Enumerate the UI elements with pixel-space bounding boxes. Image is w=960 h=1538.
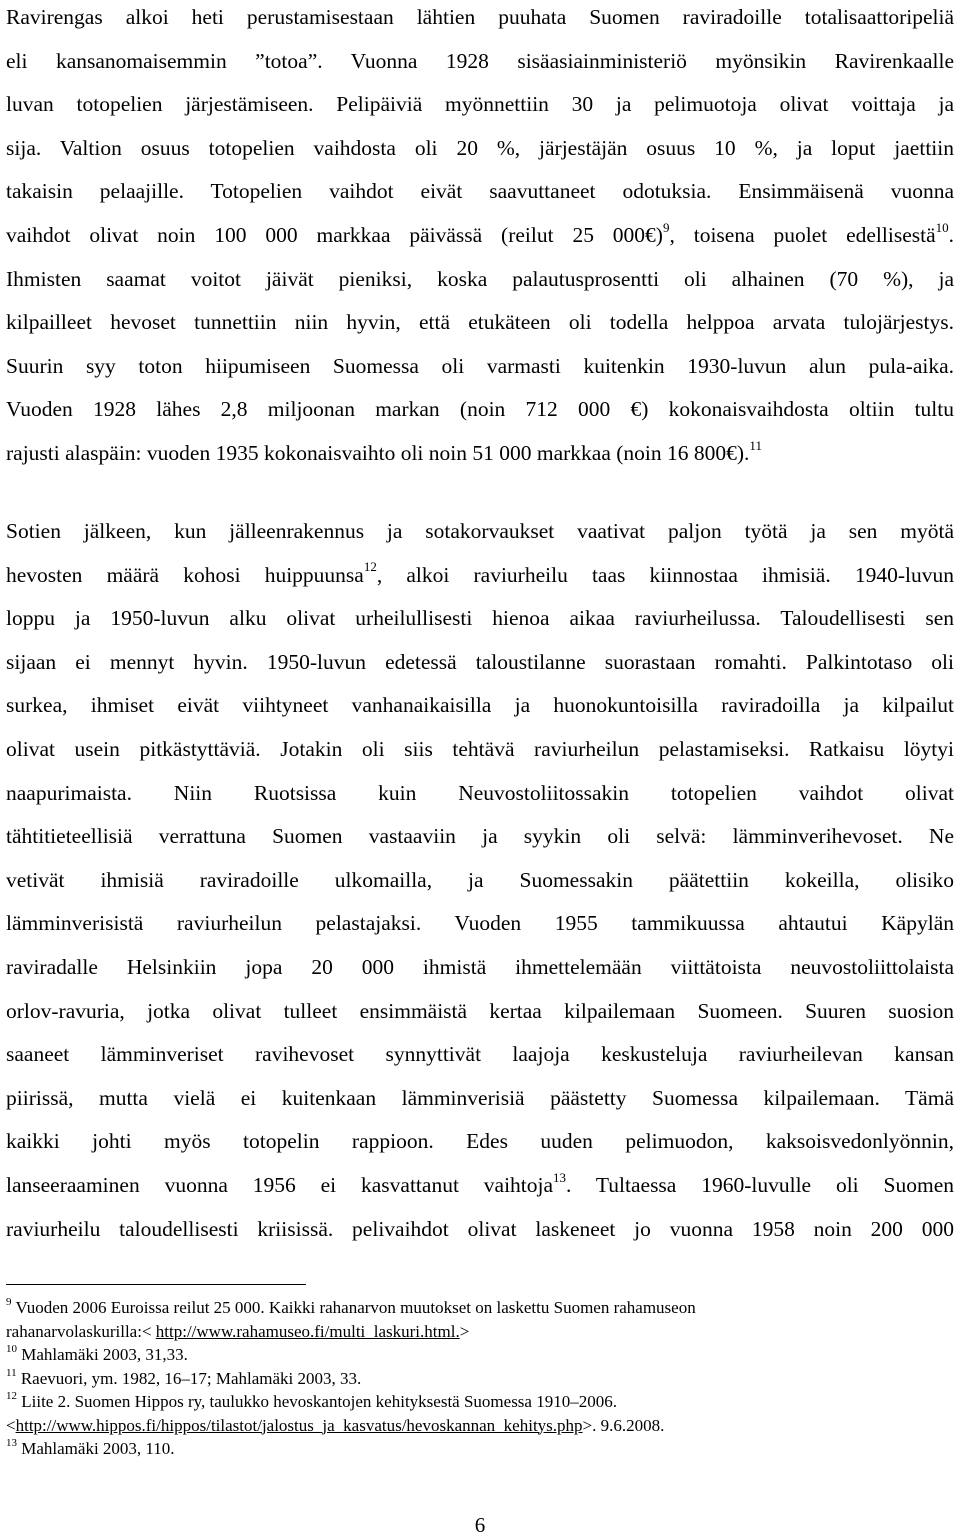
- text-line: kaikki johti myös totopelin rappioon. Edes uuden pelimuodon, kaksoisvedonlyönnin,: [6, 1129, 954, 1154]
- text-line: piirissä, mutta vielä ei kuitenkaan lämminverisiä päästetty Suomessa kilpailemaan. Tämä: [6, 1085, 954, 1110]
- paragraph-postwar: [6, 510, 954, 1251]
- text-line: saaneet lämminveriset ravihevoset synnyttivät laajoja keskusteluja raviurheilevan kansan: [6, 1042, 954, 1067]
- footnotes: [6, 1296, 954, 1461]
- footnote-13: $^{13}$ Mahlamäki 2003, 110.: [6, 1437, 175, 1458]
- text-line: Ihmisten saamat voitot jäivät pieniksi, koska palautusprosentti oli alhainen (70 %), ja: [6, 266, 954, 291]
- text-line: sijaan ei mennyt hyvin. 1950-luvun edetessä taloustilanne suorastaan romahti. Palkintotaso oli: [6, 649, 954, 674]
- text-line: lämminverisistä raviurheilun pelastajaksi. Vuoden 1955 tammikuussa ahtautui Käpylän: [6, 911, 954, 936]
- text-line: hevosten määrä kohosi huippuunsa$^{12}$, alkoi raviurheilu taas kiinnostaa ihmisiä. 1940-luvun: [6, 559, 954, 587]
- footnote-ref-10[interactable]: 10: [935, 219, 949, 235]
- text-line: raviradalle Helsinkiin jopa 20 000 ihmistä ihmettelemään viittätoista neuvostoliittolaista: [6, 954, 954, 979]
- text-line: surkea, ihmiset eivät viihtyneet vanhanaikaisilla ja huonokuntoisilla raviradoilla ja kilpailut: [6, 693, 954, 718]
- text-line: naapurimaista. Niin Ruotsissa kuin Neuvostoliitossakin totopelien vaihdot olivat: [6, 780, 954, 805]
- page-number: 6: [474, 1513, 486, 1537]
- text-line: tähtitieteellisiä verrattuna Suomen vastaaviin ja syykin oli selvä: lämminverihevoset. Ne: [6, 824, 954, 849]
- text-line: loppu ja 1950-luvun alku olivat urheilullisesti hienoa aikaa raviurheilussa. Taloudellisesti sen: [6, 606, 954, 631]
- footnote-12-continued: <http://www.hippos.fi/hippos/tilastot/jalostus_ja_kasvatus/hevoskannan_kehitys.php>. 9.6.2008.: [6, 1415, 665, 1435]
- hippos-link[interactable]: http://www.hippos.fi/hippos/tilastot/jalostus_ja_kasvatus/hevoskannan_kehitys.php: [15, 1415, 583, 1435]
- text-line: takaisin pelaajille. Totopelien vaihdot eivät saavuttaneet odotuksia. Ensimmäisenä vuonna: [6, 179, 954, 204]
- footnote-9: $^9$ Vuoden 2006 Euroissa reilut 25 000. Kaikki rahanarvon muutokset on laskettu Suomen rahamuseon: [6, 1296, 696, 1317]
- footnote-ref-13[interactable]: 13: [553, 1169, 567, 1185]
- text-line: sija. Valtion osuus totopelien vaihdosta oli 20 %, järjestäjän osuus 10 %, ja loput jaettiin: [6, 135, 954, 160]
- text-line: luvan totopelien järjestämiseen. Pelipäiviä myönnettiin 30 ja pelimuotoja olivat voittaja ja: [6, 92, 954, 117]
- text-line: eli kansanomaisemmin ”totoa”. Vuonna 1928 sisäasiainministeriö myönsikin Ravirenkaalle: [6, 48, 954, 73]
- footnote-10: $^{10}$ Mahlamäki 2003, 31,33.: [6, 1343, 188, 1364]
- text-line: Sotien jälkeen, kun jälleenrakennus ja sotakorvaukset vaativat paljon työtä ja sen myötä: [6, 519, 954, 543]
- footnote-11: $^{11}$ Raevuori, ym. 1982, 16–17; Mahlamäki 2003, 33.: [6, 1366, 362, 1388]
- footnote-9-continued: rahanarvolaskurilla:< http://www.rahamuseo.fi/multi_laskuri.html.>: [6, 1321, 470, 1341]
- footnote-ref-12[interactable]: 12: [363, 559, 377, 575]
- footnote-ref-9[interactable]: 9: [662, 219, 670, 235]
- text-line: olivat usein pitkästyttäviä. Jotakin oli siis tehtävä raviurheilun pelastamiseksi. Ratkaisu löytyi: [6, 736, 954, 761]
- text-line: vetivät ihmisiä raviradoille ulkomailla, ja Suomessakin päätettiin kokeilla, olisiko: [6, 867, 954, 892]
- text-line: raviurheilu taloudellisesti kriisissä. pelivaihdot olivat laskeneet jo vuonna 1958 noin 200 000: [6, 1216, 954, 1241]
- text-line: rajusti alaspäin: vuoden 1935 kokonaisvaihto oli noin 51 000 markkaa (noin 16 800€).$^{11}$: [6, 437, 762, 465]
- footnote-ref-11[interactable]: 11: [749, 437, 762, 453]
- footnote-12: $^{12}$ Liite 2. Suomen Hippos ry, taulukko hevoskantojen kehityksestä Suomessa 1910–2006.: [6, 1390, 617, 1411]
- text-line: lanseeraaminen vuonna 1956 ei kasvattanut vaihtoja$^{13}$. Tultaessa 1960-luvulle oli Suomen: [6, 1169, 954, 1197]
- text-line: Suurin syy toton hiipumiseen Suomessa oli varmasti kuitenkin 1930-luvun alun pula-aika.: [6, 353, 954, 378]
- text-line: kilpailleet hevoset tunnettiin niin hyvin, että etukäteen oli todella helppoa arvata tulojärjestys.: [6, 310, 954, 335]
- text-line: Ravirengas alkoi heti perustamisestaan lähtien puuhata Suomen raviradoille totalisaattoripeliä: [6, 5, 954, 29]
- text-line: vaihdot olivat noin 100 000 markkaa päivässä (reilut 25 000€)$^9$, toisena puolet edellisestä$^{10}$.: [6, 219, 955, 247]
- text-line: Vuoden 1928 lähes 2,8 miljoonan markan (noin 712 000 €) kokonaisvaihdosta oltiin tultu: [6, 397, 954, 422]
- text-line: orlov-ravuria, jotka olivat tulleet ensimmäistä kertaa kilpailemaan Suomeen. Suuren suosion: [6, 998, 954, 1023]
- rahamuseo-link[interactable]: http://www.rahamuseo.fi/multi_laskuri.html.: [155, 1321, 460, 1341]
- footnote-separator: [6, 1284, 306, 1285]
- paragraph-totalisator: [6, 0, 954, 476]
